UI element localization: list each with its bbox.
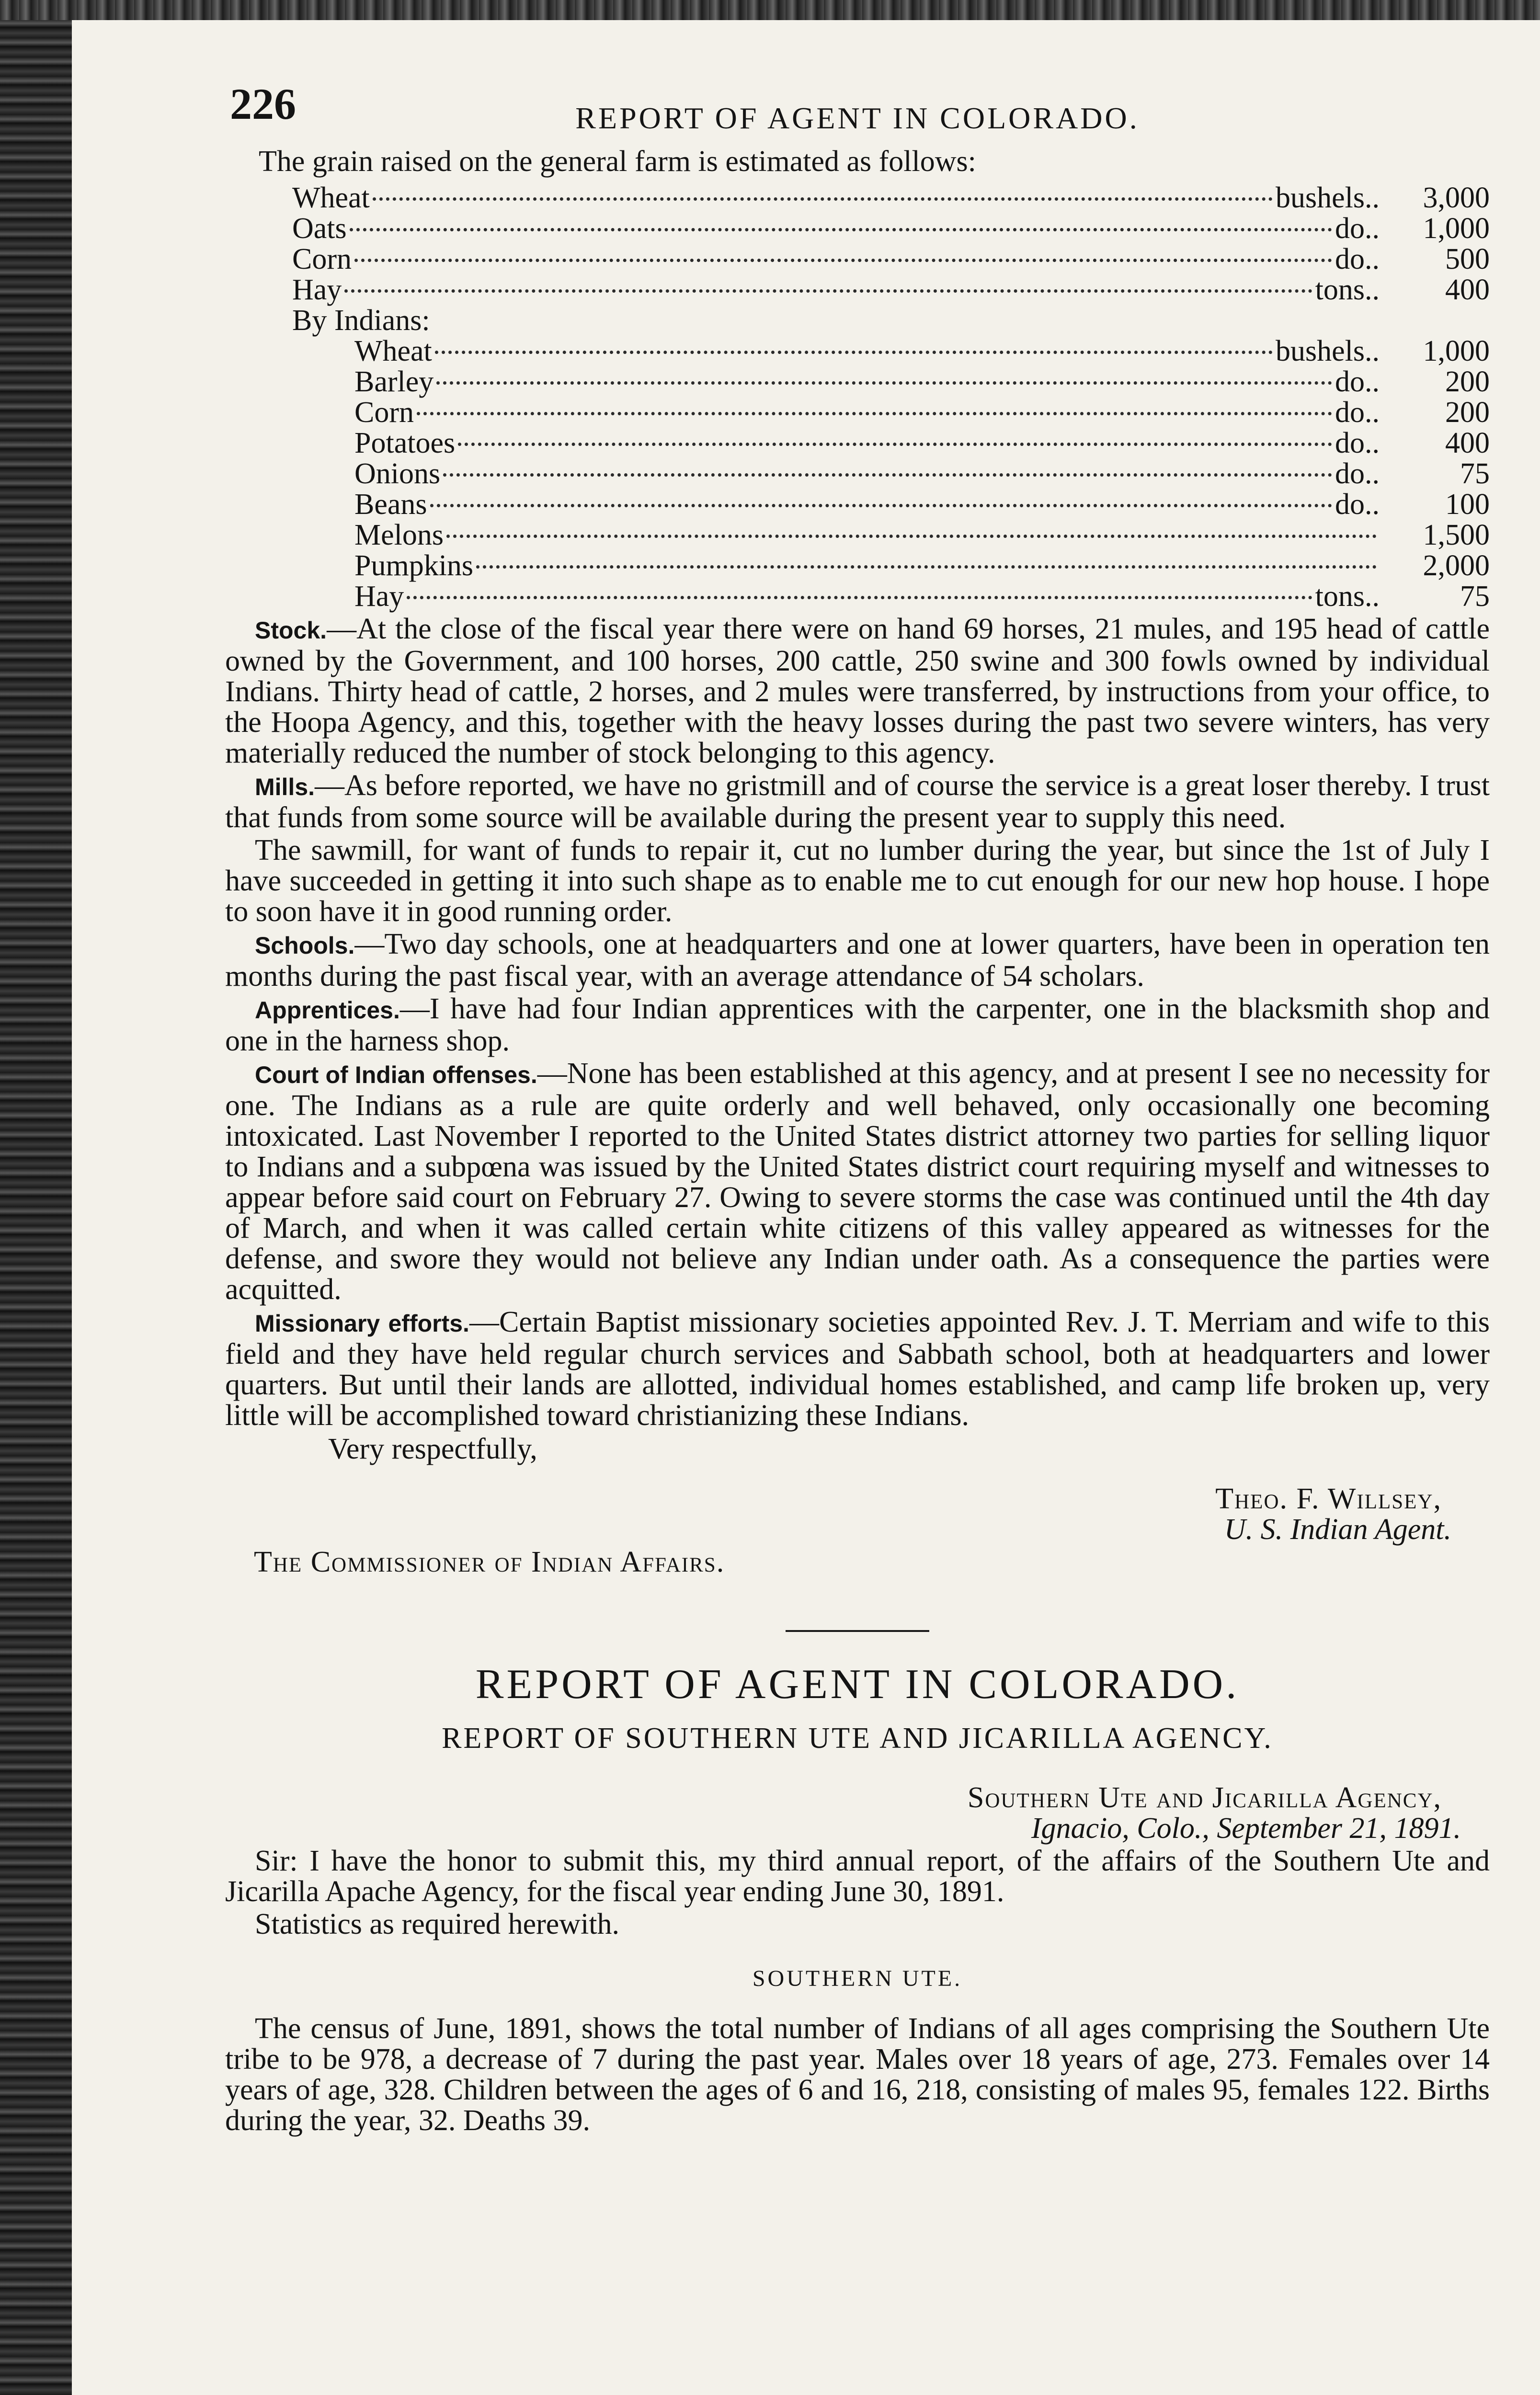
- grain-item: Hay: [354, 580, 404, 613]
- grain-quantity: 1,500: [1423, 519, 1490, 551]
- grain-quantity: 400: [1445, 427, 1490, 459]
- page-number: 226: [230, 80, 296, 128]
- grain-item: Wheat: [354, 335, 432, 367]
- grain-unit: do ..: [1335, 244, 1380, 274]
- grain-row: [354, 581, 1490, 612]
- grain-quantity: 400: [1445, 274, 1490, 306]
- schools-label: Schools.: [255, 932, 355, 959]
- stock-paragraph: [225, 614, 1490, 768]
- page-header: [225, 80, 1490, 141]
- grain-intro: The grain raised on the general farm is estimated as follows:: [259, 145, 976, 178]
- sawmill-paragraph: The sawmill, for want of funds to repair it, cut no lumber during the year, but since the 1st of July I have succeeded in getting it into such shape as to enable me to cut enough for our new hop house. I hope to soon have it in good running order.: [225, 834, 1490, 928]
- grain-row: [354, 520, 1490, 550]
- grain-unit: do ..: [1335, 397, 1380, 428]
- grain-item: Melons: [354, 519, 444, 551]
- stock-label: Stock.: [255, 617, 327, 644]
- signer-title: U. S. Indian Agent.: [1224, 1513, 1451, 1546]
- by-indians-label: By Indians:: [292, 304, 430, 337]
- agency-place: Southern Ute and Jicarilla Agency,: [967, 1781, 1442, 1814]
- grain-row: [354, 336, 1490, 366]
- dot-leader: [458, 443, 1332, 446]
- court-label: Court of Indian offenses.: [255, 1061, 537, 1088]
- mills-paragraph: [225, 770, 1490, 833]
- grain-item: Wheat: [292, 182, 370, 214]
- grain-quantity: 2,000: [1423, 549, 1490, 582]
- dot-leader: [354, 259, 1332, 262]
- grain-quantity: 500: [1445, 243, 1490, 275]
- apprentices-label: Apprentices.: [255, 997, 400, 1024]
- grain-item: Potatoes: [354, 427, 456, 459]
- general-farm-rows: [225, 182, 1490, 305]
- grain-unit: tons ..: [1315, 581, 1380, 612]
- apprentices-text: —I have had four Indian apprentices with the carpenter, one in the blacksmith shop and one in the harness shop.: [225, 992, 1490, 1057]
- grain-item: Onions: [354, 457, 441, 490]
- mills-text: —As before reported, we have no gristmill and of course the service is a great loser thereby. I trust that funds from some source will be available during the present year to supply this need.: [225, 769, 1490, 834]
- grain-row: [354, 458, 1490, 489]
- by-indians-rows: [225, 336, 1490, 612]
- schools-text: —Two day schools, one at headquarters and one at lower quarters, have been in operation ten months during the past fiscal year, with an average attendance of 54 scholars.: [225, 928, 1490, 992]
- dot-leader: [443, 473, 1332, 477]
- dot-leader: [446, 535, 1377, 538]
- missionary-text: —Certain Baptist missionary societies appointed Rev. J. T. Merriam and wife to this field and they have held regular church services and Sabbath school, both at headquarters and lower quarters. But until their lands are allotted, individual homes established, and camp life broken up, very little will be accomplished toward christianizing these Indians.: [225, 1306, 1490, 1432]
- census-paragraph: The census of June, 1891, shows the total number of Indians of all ages comprising the Southern Ute tribe to be 978, a decrease of 7 during the past year. Males over 18 years of age, 273. Females over 14 years of age, 328. Children between the ages of 6 and 16, 218, consisting of males 95, females 122. Births during the year, 32. Deaths 39.: [225, 2012, 1490, 2137]
- addressee: The Commissioner of Indian Affairs.: [254, 1546, 725, 1578]
- grain-table: [225, 182, 1490, 612]
- grain-quantity: 200: [1445, 396, 1490, 429]
- dot-leader: [430, 504, 1332, 507]
- grain-unit: tons ..: [1315, 274, 1380, 305]
- grain-unit: do ..: [1335, 213, 1380, 244]
- schools-paragraph: [225, 929, 1490, 992]
- grain-row: [354, 489, 1490, 520]
- grain-item: Corn: [354, 396, 414, 429]
- dot-leader: [373, 197, 1273, 201]
- grain-item: Barley: [354, 365, 434, 398]
- dot-leader: [407, 596, 1312, 599]
- grain-row: [354, 428, 1490, 458]
- grain-row: [292, 274, 1490, 305]
- scan-edge-left: [0, 0, 72, 2395]
- running-title: REPORT OF AGENT IN COLORADO.: [575, 101, 1140, 135]
- grain-unit: bushels ..: [1276, 182, 1380, 213]
- report-title: REPORT OF AGENT IN COLORADO.: [475, 1661, 1240, 1708]
- grain-unit: do ..: [1335, 458, 1380, 489]
- grain-quantity: 3,000: [1423, 182, 1490, 214]
- dot-leader: [436, 381, 1332, 385]
- dot-leader: [476, 565, 1377, 569]
- grain-unit: do ..: [1335, 366, 1380, 397]
- grain-item: Corn: [292, 243, 352, 275]
- grain-unit: do ..: [1335, 428, 1380, 458]
- report-subtitle: REPORT OF SOUTHERN UTE AND JICARILLA AGENCY.: [442, 1722, 1273, 1755]
- closing-salutation: Very respectfully,: [328, 1433, 537, 1465]
- signer-name: Theo. F. Willsey,: [1215, 1483, 1442, 1515]
- section-divider: [786, 1630, 929, 1632]
- missionary-label: Missionary efforts.: [255, 1310, 469, 1337]
- grain-row: [292, 213, 1490, 244]
- grain-row: [354, 397, 1490, 428]
- court-paragraph: [225, 1058, 1490, 1305]
- scan-edge-top: [0, 0, 1540, 20]
- dot-leader: [435, 351, 1273, 354]
- dot-leader: [350, 228, 1332, 231]
- grain-unit: do ..: [1335, 489, 1380, 520]
- apprentices-paragraph: [225, 993, 1490, 1056]
- grain-row: [292, 244, 1490, 274]
- grain-quantity: 1,000: [1423, 335, 1490, 367]
- agency-date: Ignacio, Colo., September 21, 1891.: [1031, 1812, 1461, 1845]
- grain-quantity: 200: [1445, 365, 1490, 398]
- grain-item: Oats: [292, 212, 347, 245]
- dot-leader: [344, 289, 1312, 293]
- missionary-paragraph: [225, 1307, 1490, 1431]
- grain-item: Hay: [292, 274, 342, 306]
- grain-item: Beans: [354, 488, 427, 521]
- stock-text: —At the close of the fiscal year there were on hand 69 horses, 21 mules, and 195 head of cattle owned by the Government, and 100 horses, 200 cattle, 250 swine and 300 fowls owned by individual Indians. Thirty head of cattle, 2 horses, and 2 mules were transferred, by instructions from your office, to the Hoopa Agency, and this, together with the heavy losses during the past two severe winters, has very materially reduced the number of stock belonging to this agency.: [225, 613, 1490, 769]
- grain-quantity: 75: [1460, 457, 1490, 490]
- grain-item: Pumpkins: [354, 549, 474, 582]
- sir-paragraph: Sir: I have the honor to submit this, my third annual report, of the affairs of the Southern Ute and Jicarilla Apache Agency, for the fiscal year ending June 30, 1891.: [225, 1845, 1490, 1908]
- section-heading: SOUTHERN UTE.: [752, 1966, 963, 1991]
- grain-row: [354, 550, 1490, 581]
- court-text: —None has been established at this agency, and at present I see no necessity for one. The Indians as a rule are quite orderly and well behaved, only occasionally one becoming intoxicated. Last November I reported to the United States district attorney two parties for selling liquor to Indians and a subpœna was issued by the United States district court requiring myself and witnesses to appear before said court on February 27. Owing to severe storms the case was continued until the 4th day of March, and when it was called certain white citizens of this valley appeared as witnesses for the defense, and swore they would not believe any Indian under oath. As a consequence the parties were acquitted.: [225, 1057, 1490, 1306]
- grain-row: [354, 366, 1490, 397]
- statistics-line: Statistics as required herewith.: [255, 1908, 620, 1940]
- grain-quantity: 100: [1445, 488, 1490, 521]
- grain-row: [292, 182, 1490, 213]
- dot-leader: [417, 412, 1332, 415]
- document-page: [225, 80, 1490, 2137]
- mills-label: Mills.: [255, 774, 315, 800]
- grain-quantity: 1,000: [1423, 212, 1490, 245]
- grain-unit: bushels ..: [1276, 336, 1380, 366]
- grain-quantity: 75: [1460, 580, 1490, 613]
